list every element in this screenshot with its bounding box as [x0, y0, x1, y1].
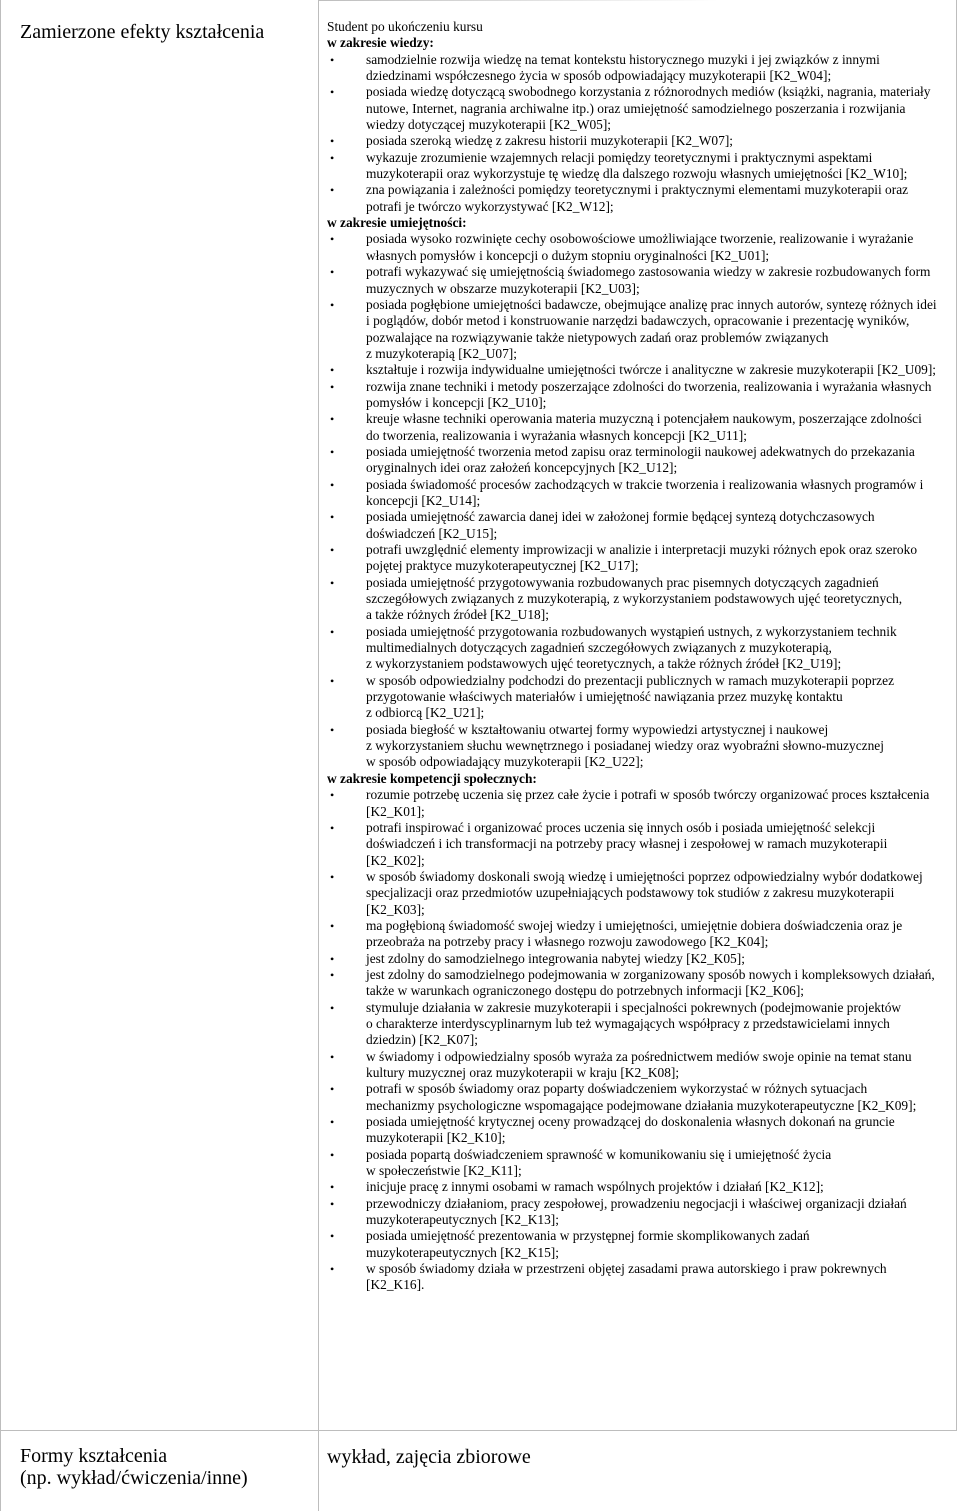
- bullet-icon: •: [330, 52, 335, 67]
- outcome-text: w sposób świadomy doskonali swoją wiedzę i umiejętności poprzez odpowiedzialny wybór dodatkowej specjalizacji oraz przedmiotów uzupełniających podstawowy tok studiów z zakresu muzykoterapii [K2_K03];: [366, 868, 923, 917]
- outcome-text: inicjuje pracę z innymi osobami w ramach wspólnych projektów i działań [K2_K12];: [366, 1179, 824, 1195]
- outcome-text: przewodniczy działaniom, pracy zespołowej, prowadzeniu negocjacji i właściwej organizacji działań muzykoterapeutycznych [K2_K13];: [366, 1195, 907, 1228]
- outcome-text: posiada umiejętność tworzenia metod zapisu oraz terminologii naukowej adekwatnych do przekazania oryginalnych idei oraz założeń koncepcyjnych [K2_U12];: [366, 443, 915, 476]
- bullet-icon: •: [330, 1115, 335, 1130]
- list-item: [327, 133, 937, 149]
- outcome-text: posiada umiejętność zawarcia danej idei w założonej formie będącej syntezą dotychczasowych doświadczeń [K2_U15];: [366, 509, 875, 541]
- table-row-divider: [0, 1430, 957, 1431]
- outcome-text: rozumie potrzebę uczenia się przez całe życie i potrafi w sposób twórczy organizować proces kształcenia [K2_K01];: [366, 787, 930, 819]
- bullet-icon: •: [330, 379, 335, 394]
- table-column-divider: [318, 0, 319, 1511]
- list-item: [327, 1228, 937, 1261]
- bullet-icon: •: [330, 543, 335, 557]
- list-item: [327, 1000, 937, 1049]
- bullet-icon: •: [330, 624, 335, 639]
- list-item: [327, 84, 937, 133]
- list-item: [327, 150, 937, 183]
- outcome-list: [327, 787, 937, 1294]
- list-item: [327, 869, 937, 918]
- outcome-text: posiada umiejętność przygotowania rozbudowanych wystąpień ustnych, z wykorzystaniem technik multimedialnych dotyczących zagadnień szczegółowych związanych z muzykoterapią, z wykorzystaniem podstawowych ujęć teoretycznych, a także różnych źródeł [K2_U19];: [366, 623, 897, 672]
- bullet-icon: •: [330, 1180, 335, 1195]
- outcome-text: kształtuje i rozwija indywidualne umiejętności twórcze i analityczne w zakresie muzykoterapii [K2_U09];: [366, 362, 937, 378]
- bullet-icon: •: [330, 1000, 335, 1015]
- list-item: [327, 918, 937, 951]
- list-item: [327, 1147, 937, 1180]
- outcome-text: posiada umiejętność przygotowywania rozbudowanych prac pisemnych dotyczących zagadnień szczegółowych związanych z muzykoterapią, z wykorzystaniem podstawowych ujęć teoretycznych, a także różnych źródeł [K2_U18];: [366, 574, 903, 623]
- outcome-text: posiada pogłębione umiejętności badawcze, obejmujące analizę prac innych autorów, syntezę różnych idei i poglądów, dobór metod i konstruowanie narzędzi badawczych, opracowanie i prezentację wyników, pozwalające na rozwiązywanie także nietypowych zadań oraz problemów związanych z muzykoterapią [K2_U07];: [366, 296, 937, 361]
- bullet-icon: •: [330, 297, 335, 312]
- outcome-text: posiada szeroką wiedzę z zakresu historii muzykoterapii [K2_W07];: [366, 133, 733, 149]
- list-item: [327, 575, 937, 624]
- bullet-icon: •: [330, 444, 335, 459]
- bullet-icon: •: [330, 1229, 335, 1244]
- outcome-text: posiada umiejętność prezentowania w przystępnej formie skomplikowanych zadań muzykoterapeutycznych [K2_K15];: [366, 1228, 810, 1260]
- list-item: [327, 1081, 937, 1114]
- list-item: [327, 477, 937, 510]
- outcome-text: posiada umiejętność krytycznej oceny prowadzącej do doskonalenia własnych dokonań na gruncie muzykoterapii [K2_K10];: [366, 1114, 895, 1146]
- list-item: [327, 673, 937, 722]
- forms-label-line1: Formy kształcenia: [20, 1445, 168, 1467]
- list-item: [327, 951, 937, 967]
- list-item: [327, 52, 937, 85]
- outcome-text: kreuje własne techniki operowania materia muzyczną i potencjałem naukowym, poszerzające zdolności do tworzenia, realizowania i wyrażania własnych koncepcji [K2_U11];: [366, 411, 922, 443]
- outcome-text: wykazuje zrozumienie wzajemnych relacji pomiędzy teoretycznymi i praktycznymi aspektami muzykoterapii oraz wykorzystuje tę wiedzę dla dalszego rozwoju własnych umiejętności [K2_W10];: [366, 149, 908, 182]
- outcome-text: stymuluje działania w zakresie muzykoterapii i specjalności pokrewnych (podejmowanie projektów o charakterze interdyscyplinarnym lub też wymagających współpracy z przedstawicielami innych dziedzin) [K2_K07];: [366, 999, 902, 1048]
- outcome-text: w sposób odpowiedzialny podchodzi do prezentacji publicznych w ramach muzykoterapii poprzez przygotowanie właściwych materiałów i umiejętność nawiązania przez muzykę kontaktu z odbiorcą [K2_U21];: [366, 672, 895, 721]
- outcome-text: w sposób świadomy działa w przestrzeni objętej zasadami prawa autorskiego i praw pokrewnych [K2_K16].: [366, 1261, 887, 1293]
- outcome-text: jest zdolny do samodzielnego podejmowania w zorganizowany sposób nowych i kompleksowych działań, także w warunkach ograniczonego dostępu do potrzebnych informacji [K2_K06];: [366, 966, 935, 999]
- bullet-icon: •: [330, 1147, 335, 1162]
- bullet-icon: •: [330, 363, 335, 378]
- bullet-icon: •: [330, 951, 335, 966]
- outcome-text: posiada wiedzę dotyczącą swobodnego korzystania z różnorodnych mediów (książki, nagrania, materiały nutowe, Internet, nagrania archiwalne itp.) oraz umiejętność samodzielnego poszerzania i rozwijania wiedzy dotyczącej muzykoterapii [K2_W05];: [366, 84, 931, 133]
- outcomes-content: [327, 19, 937, 1294]
- table-border-top: [318, 0, 718, 1]
- forms-value: wykład, zajęcia zbiorowe: [327, 1446, 531, 1468]
- section-heading: w zakresie kompetencji społecznych:: [327, 770, 537, 786]
- list-item: [327, 1049, 937, 1082]
- bullet-icon: •: [330, 412, 335, 427]
- list-item: [327, 787, 937, 820]
- outcome-text: potrafi inspirować i organizować proces uczenia się innych osób i posiada umiejętność selekcji doświadczeń i ich transformacji na potrzeby pracy własnej i zespołowej w ramach muzykoterapii [K2_K02];: [366, 819, 888, 868]
- list-item: [327, 722, 937, 771]
- outcome-text: jest zdolny do samodzielnego integrowania nabytej wiedzy [K2_K05];: [366, 950, 745, 966]
- outcome-text: w świadomy i odpowiedzialny sposób wyraża za pośrednictwem mediów swoje opinie na temat stanu kultury muzycznej oraz muzykoterapii w kraju [K2_K08];: [366, 1048, 912, 1080]
- forms-label-line2: (np. wykład/ćwiczenia/inne): [20, 1467, 248, 1489]
- bullet-icon: •: [330, 265, 335, 280]
- table-border-left: [0, 0, 1, 1511]
- outcome-text: posiada biegłość w kształtowaniu otwartej formy wypowiedzi artystycznej i naukowej z wykorzystaniem słuchu wewnętrznego i posiadanej wiedzy oraz wyobraźni słowno-muzycznej w sposób odpowiadający muzykoterapii [K2_U22];: [366, 721, 884, 770]
- list-item: [327, 1114, 937, 1147]
- forms-label: [20, 1445, 248, 1489]
- outcome-text: ma pogłębioną świadomość swojej wiedzy i umiejętności, umiejętnie dobiera doświadczenia oraz je przeobraża na potrzeby pracy i własnego rozwoju zawodowego [K2_K04];: [366, 917, 903, 950]
- bullet-icon: •: [330, 575, 335, 590]
- outcome-text: potrafi wykazywać się umiejętnością świadomego zastosowania wiedzy w zakresie rozbudowanych form muzycznych w obszarze muzykoterapii [K2_U03];: [366, 264, 931, 296]
- intro-text: Student po ukończeniu kursu: [327, 19, 483, 34]
- list-item: [327, 362, 937, 378]
- list-item: [327, 967, 937, 1000]
- list-item: [327, 379, 937, 412]
- list-item: [327, 1261, 937, 1294]
- outcome-sections: [327, 35, 937, 1293]
- bullet-icon: •: [330, 477, 335, 492]
- list-item: [327, 1196, 937, 1229]
- bullet-icon: •: [330, 510, 335, 525]
- list-item: [327, 820, 937, 869]
- bullet-icon: •: [330, 869, 335, 884]
- outcome-list: [327, 231, 937, 770]
- bullet-icon: •: [330, 183, 335, 198]
- list-item: [327, 297, 937, 362]
- bullet-icon: •: [330, 1196, 335, 1211]
- bullet-icon: •: [330, 232, 335, 247]
- section-heading: w zakresie wiedzy:: [327, 35, 434, 51]
- list-item: [327, 624, 937, 673]
- bullet-icon: •: [330, 1082, 335, 1097]
- bullet-icon: •: [330, 150, 335, 165]
- outcome-list: [327, 52, 937, 215]
- bullet-icon: •: [330, 918, 335, 933]
- outcomes-label: Zamierzone efekty kształcenia: [20, 21, 265, 43]
- list-item: [327, 1179, 937, 1195]
- list-item: [327, 182, 937, 215]
- bullet-icon: •: [330, 722, 335, 737]
- section-heading: w zakresie umiejętności:: [327, 215, 467, 231]
- bullet-icon: •: [330, 673, 335, 688]
- table-border-right: [956, 0, 957, 1430]
- bullet-icon: •: [330, 1262, 335, 1277]
- outcome-text: samodzielnie rozwija wiedzę na temat kontekstu historycznego muzyki i jej związków z innymi dziedzinami współczesnego życia w sposób odpowiadający muzykoterapii [K2_W04];: [366, 51, 880, 84]
- bullet-icon: •: [330, 134, 335, 149]
- outcome-text: zna powiązania i zależności pomiędzy teoretycznymi i praktycznymi elementami muzykoterapii oraz potrafi je twórczo wykorzystywać [K2_W12];: [366, 182, 909, 214]
- bullet-icon: •: [330, 788, 335, 803]
- bullet-icon: •: [330, 967, 335, 982]
- bullet-icon: •: [330, 1049, 335, 1064]
- outcome-text: potrafi w sposób świadomy oraz poparty doświadczeniem wykorzystać w różnych sytuacjach mechanizmy psychologiczne wspomagające podejmowane działania muzykoterapeutyczne [K2_K09];: [366, 1081, 917, 1113]
- outcome-text: posiada popartą doświadczeniem sprawność w komunikowaniu się i umiejętność życia w społeczeństwie [K2_K11];: [366, 1146, 832, 1179]
- bullet-icon: •: [330, 85, 335, 100]
- bullet-icon: •: [330, 820, 335, 835]
- outcome-text: posiada wysoko rozwinięte cechy osobowościowe umożliwiające tworzenie, realizowanie i wyrażanie własnych pomysłów i koncepcji o dużym stopniu oryginalności [K2_U01];: [366, 231, 914, 263]
- outcome-text: rozwija znane techniki i metody poszerzające zdolności do tworzenia, realizowania i wyrażania własnych pomysłów i koncepcji [K2_U10];: [366, 378, 932, 410]
- outcome-text: potrafi uwzględnić elementy improwizacji w analizie i interpretacji muzyki różnych epok oraz szeroko pojętej praktyce muzykoterapeutycznej [K2_U17];: [366, 542, 918, 574]
- list-item: [327, 444, 937, 477]
- list-item: [327, 509, 937, 542]
- list-item: [327, 264, 937, 297]
- list-item: [327, 411, 937, 444]
- list-item: [327, 542, 937, 575]
- outcome-text: posiada świadomość procesów zachodzących w trakcie tworzenia i realizowania własnych programów i koncepcji [K2_U14];: [366, 476, 924, 508]
- list-item: [327, 231, 937, 264]
